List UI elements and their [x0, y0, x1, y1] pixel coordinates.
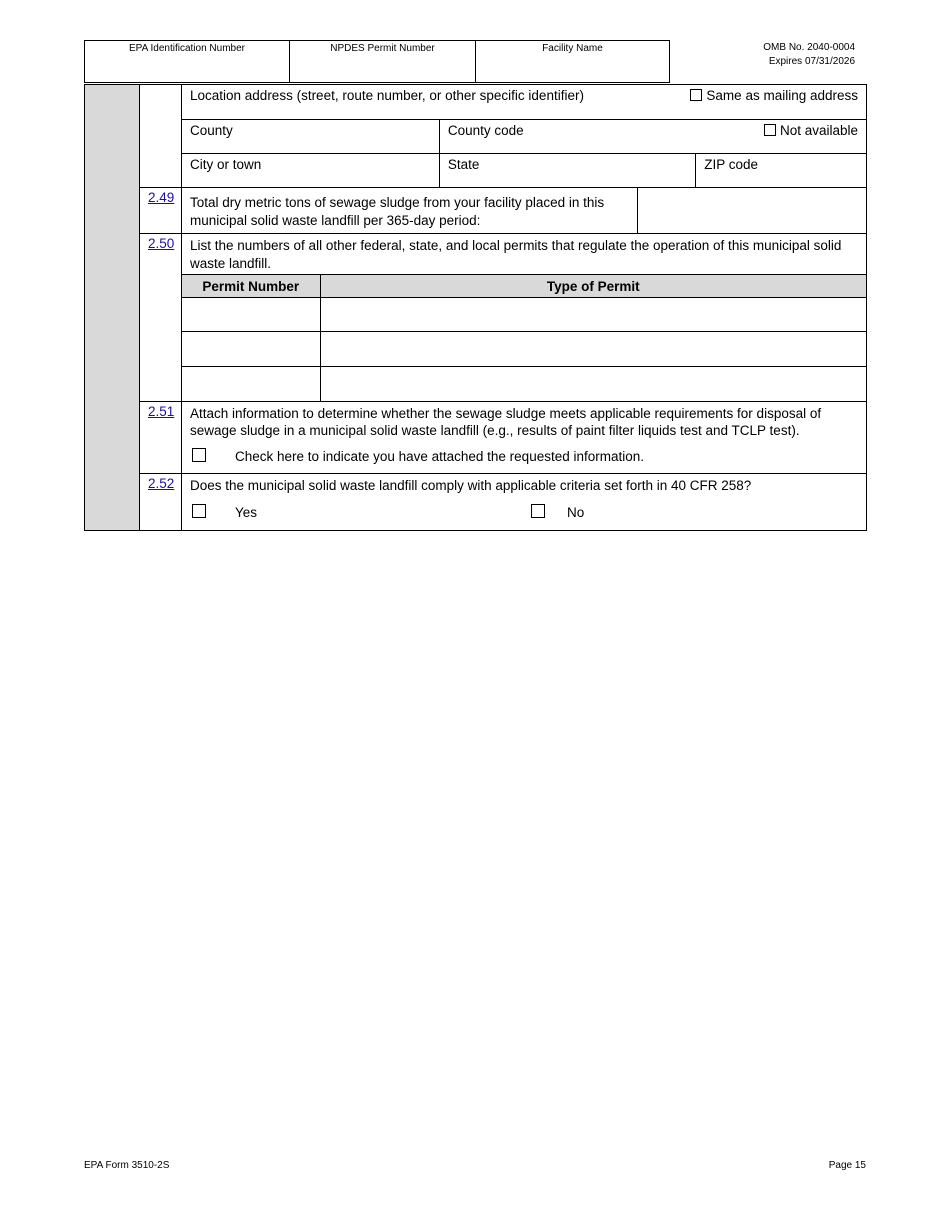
- epa-id-field[interactable]: [85, 41, 290, 83]
- county-field[interactable]: [182, 119, 439, 153]
- zip-label: ZIP code: [704, 156, 759, 172]
- q252-text: Does the municipal solid waste landfill comply with applicable criteria set forth in 40 CFR 258?: [190, 477, 752, 493]
- table-row: [182, 367, 866, 401]
- attached-info-label: Check here to indicate you have attached the requested information.: [235, 448, 645, 464]
- q250-block: [182, 234, 867, 402]
- facility-name-label: Facility Name: [542, 43, 603, 54]
- not-available-checkbox[interactable]: [764, 124, 776, 136]
- npdes-label: NPDES Permit Number: [330, 43, 435, 54]
- epa-id-label: EPA Identification Number: [129, 43, 245, 54]
- table-row: [182, 332, 866, 367]
- q251-block: [182, 401, 867, 473]
- no-checkbox[interactable]: [531, 504, 545, 518]
- question-number-2-52: [140, 473, 182, 530]
- city-field[interactable]: [182, 153, 439, 187]
- not-available-label: Not available: [779, 122, 858, 138]
- yes-checkbox[interactable]: [192, 504, 206, 518]
- q252-block: [182, 473, 867, 530]
- facility-name-field[interactable]: [476, 41, 670, 83]
- permit-number-input[interactable]: [182, 367, 320, 401]
- same-as-mailing-option[interactable]: [690, 88, 858, 103]
- not-available-option[interactable]: [764, 123, 858, 138]
- no-option[interactable]: [531, 504, 584, 521]
- npdes-field[interactable]: [290, 41, 476, 83]
- permits-table: [182, 274, 866, 401]
- header-table: [84, 40, 670, 83]
- state-label: State: [447, 156, 480, 172]
- county-label: County: [190, 122, 233, 138]
- type-of-permit-input[interactable]: [320, 332, 866, 367]
- same-as-mailing-checkbox[interactable]: [690, 89, 702, 101]
- zip-field[interactable]: [696, 153, 866, 187]
- location-address-label: Location address (street, route number, or other specific identifier): [190, 88, 584, 103]
- table-row: [182, 298, 866, 332]
- question-number-2-50: [140, 234, 182, 402]
- city-label: City or town: [190, 156, 262, 172]
- section-margin: [85, 85, 140, 531]
- q251-attach-option[interactable]: [190, 448, 858, 465]
- omb-info: [700, 41, 855, 69]
- no-label: No: [567, 504, 585, 520]
- type-of-permit-input[interactable]: [320, 298, 866, 332]
- question-number-2-51: [140, 401, 182, 473]
- q249-block: [182, 188, 867, 234]
- type-of-permit-input[interactable]: [320, 367, 866, 401]
- permit-number-header: Permit Number: [182, 275, 320, 298]
- omb-number: OMB No. 2040-0004: [763, 42, 855, 53]
- location-block: [182, 85, 867, 188]
- q249-link[interactable]: 2.49: [148, 190, 175, 205]
- location-address-field[interactable]: [182, 85, 866, 119]
- location-number-cell: [140, 85, 182, 188]
- type-of-permit-header: Type of Permit: [320, 275, 866, 298]
- q251-link[interactable]: 2.51: [148, 403, 175, 419]
- q251-text: Attach information to determine whether the sewage sludge meets applicable requirements for disposal of sewage sludge in a municipal solid waste landfill (e.g., results of paint filter liquids test and TCLP test).: [190, 405, 822, 438]
- state-field[interactable]: [439, 153, 695, 187]
- expiration-date: Expires 07/31/2026: [768, 56, 855, 67]
- yes-label: Yes: [235, 504, 258, 520]
- q250-text: List the numbers of all other federal, state, and local permits that regulate the operation of this municipal solid waste landfill.: [190, 238, 842, 271]
- county-code-label: County code: [447, 122, 524, 138]
- form-table: [84, 84, 867, 531]
- county-code-field[interactable]: [439, 119, 866, 153]
- permit-number-input[interactable]: [182, 332, 320, 367]
- attached-info-checkbox[interactable]: [192, 448, 206, 462]
- permit-number-input[interactable]: [182, 298, 320, 332]
- same-as-mailing-label: Same as mailing address: [706, 88, 858, 103]
- page-number: Page 15: [828, 1160, 866, 1171]
- q250-link[interactable]: 2.50: [148, 236, 175, 251]
- q249-text: Total dry metric tons of sewage sludge from your facility placed in this municipal solid waste landfill per 365-day period:: [182, 188, 638, 233]
- form-name: EPA Form 3510-2S: [84, 1160, 170, 1171]
- q249-tons-input[interactable]: [638, 188, 866, 233]
- yes-option[interactable]: [192, 504, 257, 521]
- q252-link[interactable]: 2.52: [148, 475, 175, 491]
- question-number-2-49: [140, 188, 182, 234]
